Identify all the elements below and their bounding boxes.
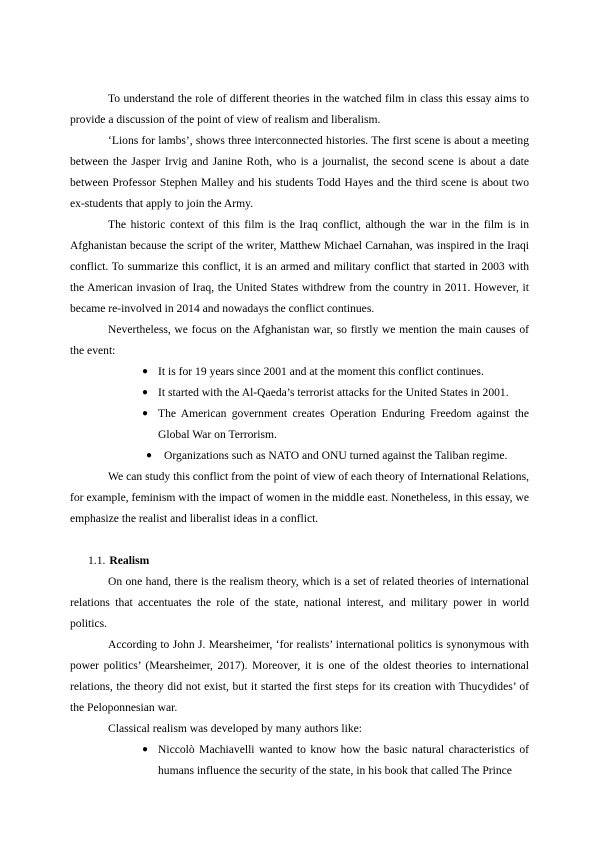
- classical-intro-paragraph: Classical realism was developed by many authors like:: [108, 722, 363, 735]
- bullet-icon: ●: [142, 744, 149, 755]
- bullet-icon: ●: [142, 387, 149, 398]
- causes-intro-paragraph: Nevertheless, we focus on the Afghanistan war, so firstly we mention the main causes of the event:: [70, 323, 529, 357]
- realism-paragraph: On one hand, there is the realism theory, which is a set of related theories of international relations that accentuates the role of the state, national interest, and military power in world politics.: [70, 575, 529, 630]
- context-paragraph: The historic context of this film is the Iraq conflict, although the war in the film is in Afghanistan because the script of the writer, Matthew Michael Carnahan, was inspired in the Iraqi conflict. To summarize this conflict, it is an armed and military conflict that started in 2003 with the American invasion of Iraq, the United States withdrew from the country in 2011. However, it became re-involved in 2014 and nowadays the conflict continues.: [70, 218, 529, 315]
- essay-body: [70, 88, 529, 781]
- list-item: ● Organizations such as NATO and ONU turned against the Taliban regime.: [142, 445, 529, 466]
- list-item: ● The American government creates Operation Enduring Freedom against the Global War on Terrorism.: [142, 403, 529, 445]
- list-item: ● It started with the Al-Qaeda’s terrorist attacks for the United States in 2001.: [142, 382, 529, 403]
- mearsheimer-paragraph: According to John J. Mearsheimer, ‘for realists’ international politics is synonymous with power politics’ (Mearsheimer, 2017). Moreover, it is one of the oldest theories to international relations, the theory did not exist, but it started the first steps for its creation with Thucydides’ of the Peloponnesian war.: [70, 638, 529, 714]
- intro-paragraph: To understand the role of different theories in the watched film in class this essay aims to provide a discussion of the point of view of realism and liberalism.: [70, 92, 529, 126]
- causes-list: [70, 361, 529, 466]
- bullet-icon: ●: [142, 366, 149, 377]
- list-item: ● Niccolò Machiavelli wanted to know how the basic natural characteristics of humans influence the security of the state, in his book that called The Prince: [142, 739, 529, 781]
- list-item: ● It is for 19 years since 2001 and at the moment this conflict continues.: [142, 361, 529, 382]
- bullet-icon: ●: [142, 408, 149, 419]
- theories-paragraph: We can study this conflict from the point of view of each theory of International Relations, for example, feminism with the impact of women in the middle east. Nonetheless, in this essay, we emphasize the realist and liberalist ideas in a conflict.: [70, 470, 529, 525]
- bullet-icon: ●: [146, 450, 153, 461]
- authors-list: [70, 739, 529, 781]
- section-number: 1.1.: [88, 554, 106, 567]
- film-paragraph: ‘Lions for lambs’, shows three interconnected histories. The first scene is about a meeting between the Jasper Irvig and Janine Roth, who is a journalist, the second scene is about a date between Professor Stephen Malley and his students Todd Hayes and the third scene is about two ex-students that apply to join the Army.: [70, 134, 529, 210]
- section-heading: [70, 550, 529, 571]
- section-title: Realism: [109, 554, 150, 567]
